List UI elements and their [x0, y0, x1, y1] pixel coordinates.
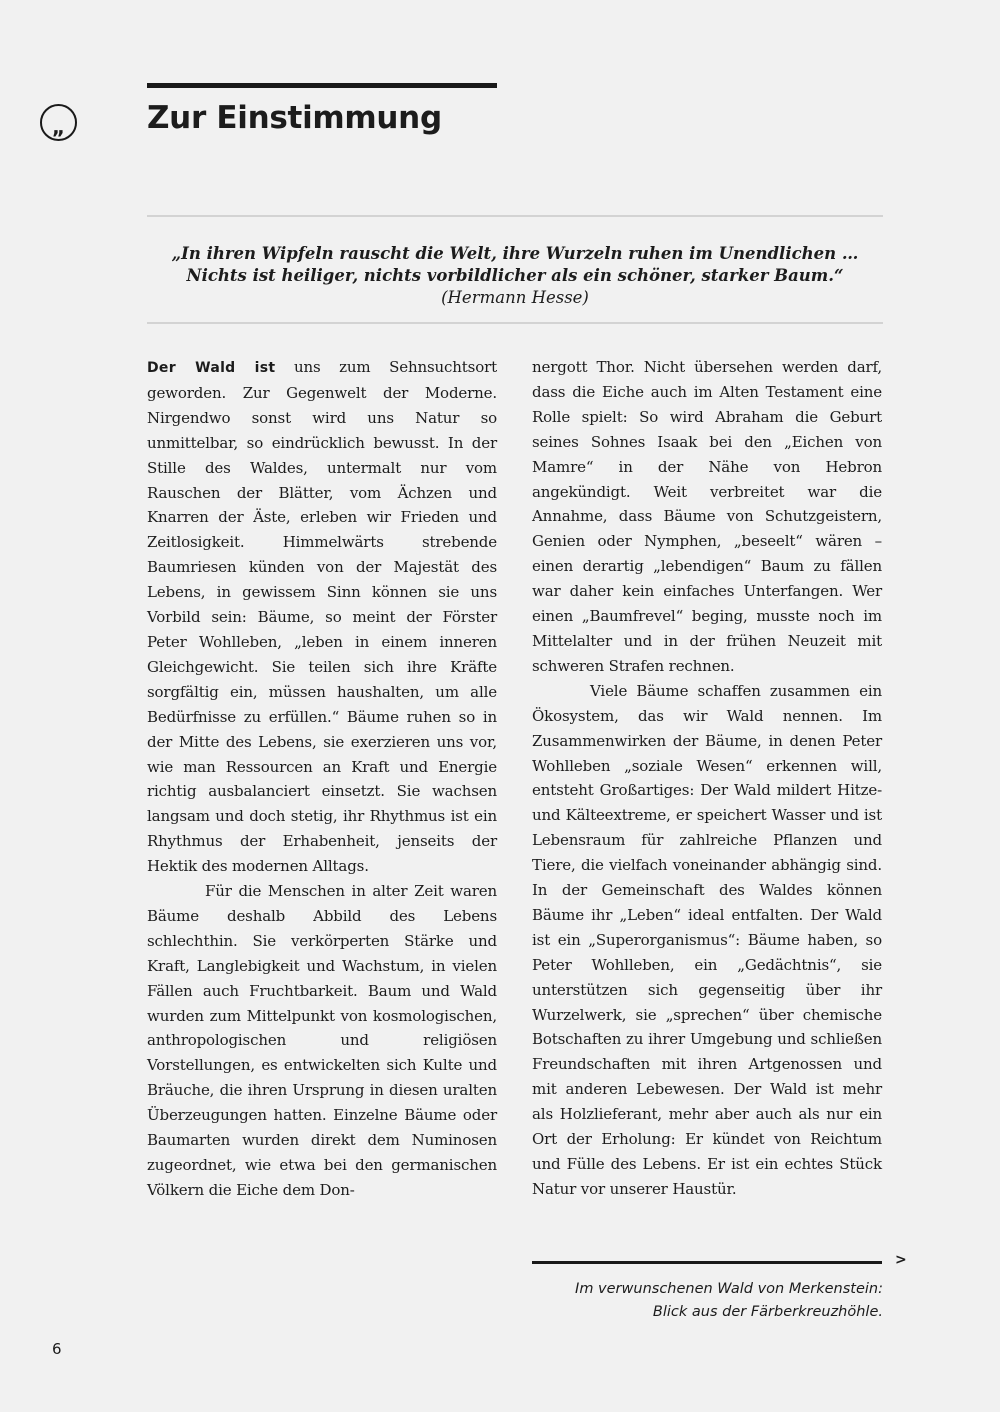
page-number: 6: [52, 1340, 62, 1358]
image-caption: [500, 1278, 883, 1324]
epigraph-bottom-rule: [147, 322, 883, 324]
quotation-marks-glyph: „: [51, 114, 66, 139]
epigraph: [147, 243, 883, 309]
epigraph-line-1: „In ihren Wipfeln rauscht die Welt, ihre Wurzeln ruhen im Unendlichen …: [171, 244, 859, 263]
caption-arrow-icon: >: [895, 1252, 907, 1268]
epigraph-top-rule: [147, 215, 883, 217]
lead-in: Der Wald ist: [147, 360, 276, 376]
caption-line-2: Blick aus der Färberkreuzhöhle.: [652, 1304, 883, 1320]
caption-line-1: Im verwunschenen Wald von Merkenstein:: [575, 1281, 883, 1297]
body-column-right: [532, 355, 882, 1202]
body-paragraph-1: [147, 355, 497, 879]
caption-rule: [532, 1261, 882, 1264]
body-paragraph-2: Für die Menschen in alter Zeit waren Bäume deshalb Abbild des Lebens schlechthin. Sie verkörperten Stärke und Kraft, Langlebigkeit und Wachstum, in vielen Fällen auch Fruchtbarkeit. Baum und Wald wurden zum Mittelpunkt von kosmologischen, anthropologischen und religiösen Vorstellungen, es entwickelten sich Kulte und Bräuche, die ihren Ursprung in diesen uralten Überzeugungen hatten. Einzelne Bäume oder Baumarten wurden direkt dem Numinosen zugeordnet, wie etwa bei den germanischen Völkern die Eiche dem Don-: [147, 882, 497, 1199]
body-column-left: [147, 355, 497, 1203]
page-title: Zur Einstimmung: [147, 100, 442, 136]
quotation-marks-icon: [40, 104, 77, 141]
body-paragraph-4: Viele Bäume schaffen zusammen ein Ökosystem, das wir Wald nennen. Im Zusammenwirken der Bäume, in denen Peter Wohlleben „soziale Wesen“ erkennen will, entsteht Großartiges: Der Wald mildert Hitze- und Kälteextreme, er speichert Wasser und ist Lebensraum für zahlreiche Pflanzen und Tiere, die vielfach voneinander abhängig sind. In der Gemeinschaft des Waldes können Bäume ihr „Leben“ ideal entfalten. Der Wald ist ein „Superorganismus“: Bäume haben, so Peter Wohlleben, ein „Gedächtnis“, sie unterstützen sich gegenseitig über ihr Wurzelwerk, sie „sprechen“ über chemische Botschaften zu ihrer Umgebung und schließen Freundschaften mit ihren Artgenossen und mit anderen Lebewesen. Der Wald ist mehr als Holzlieferant, mehr aber auch als nur ein Ort der Erholung: Er kündet von Reichtum und Fülle des Lebens. Er ist ein echtes Stück Natur vor unserer Haustür.: [532, 681, 882, 1198]
epigraph-source: (Hermann Hesse): [441, 288, 589, 307]
body-paragraph-1-text: uns zum Sehnsuchtsort geworden. Zur Gegenwelt der Moderne. Nirgendwo sonst wird uns Natur so unmittelbar, so eindrücklich bewusst. In der Stille des Waldes, untermalt nur vom Rauschen der Blätter, vom Ächzen und Knarren der Äste, erleben wir Frieden und Zeitlosigkeit. Himmelwärts strebende Baumriesen künden von der Majestät des Lebens, in gewissem Sinn können sie uns Vorbild sein: Bäume, so meint der Förster Peter Wohlleben, „leben in einem inneren Gleichgewicht. Sie teilen sich ihre Kräfte sorgfältig ein, müssen haushalten, um alle Bedürfnisse zu erfüllen.“ Bäume ruhen so in der Mitte des Lebens, sie exerzieren uns vor, wie man Ressourcen an Kraft und Energie richtig ausbalanciert einsetzt. Sie wachsen langsam und doch stetig, ihr Rhythmus ist ein Rhythmus der Erhabenheit, jenseits der Hektik des modernen Alltags.: [147, 358, 497, 876]
title-rule: [147, 83, 497, 88]
body-paragraph-3: nergott Thor. Nicht übersehen werden darf, dass die Eiche auch im Alten Testament eine Rolle spielt: So wird Abraham die Geburt seines Sohnes Isaak bei den „Eichen von Mamre“ in der Nähe von Hebron angekündigt. Weit verbreitet war die Annahme, dass Bäume von Schutzgeistern, Genien oder Nymphen, „beseelt“ wären – einen derartig „lebendigen“ Baum zu fällen war daher kein einfaches Unterfangen. Wer einen „Baumfrevel“ beging, musste noch im Mittelalter und in der frühen Neuzeit mit schweren Strafen rechnen.: [532, 358, 882, 675]
epigraph-line-2: Nichts ist heiliger, nichts vorbildlicher als ein schöner, starker Baum.“: [186, 266, 844, 285]
